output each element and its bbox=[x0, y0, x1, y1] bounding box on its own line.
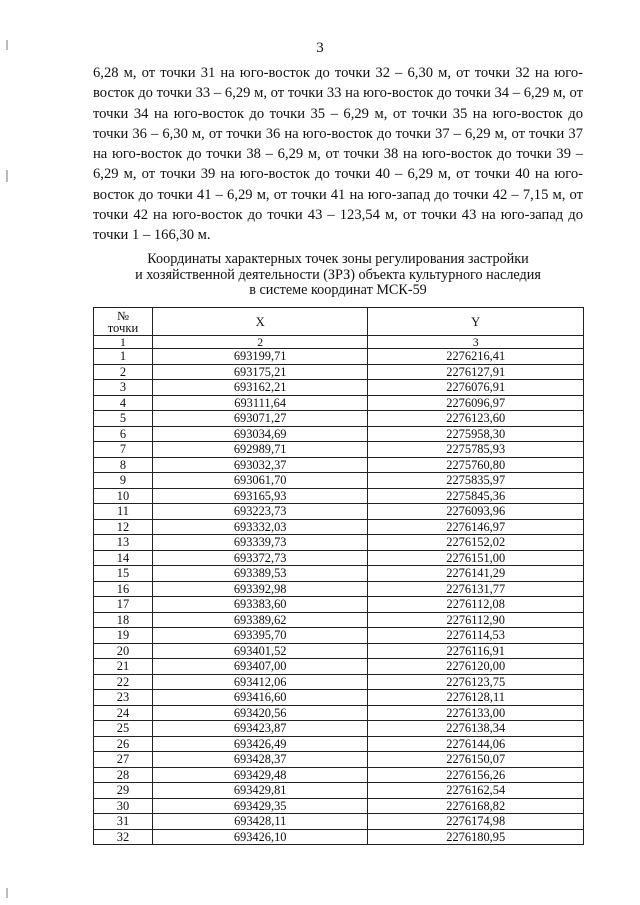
x-cell: 693061,70 bbox=[152, 473, 368, 489]
y-cell: 2276146,97 bbox=[368, 519, 584, 535]
y-cell: 2275835,97 bbox=[368, 473, 584, 489]
x-cell: 693395,70 bbox=[152, 628, 368, 644]
point-number-cell: 32 bbox=[94, 829, 153, 845]
table-row bbox=[94, 395, 584, 411]
point-number-cell: 27 bbox=[94, 752, 153, 768]
coordinates-table bbox=[93, 307, 584, 845]
table-row bbox=[94, 659, 584, 675]
y-cell: 2276151,00 bbox=[368, 550, 584, 566]
header-point-label: точки bbox=[107, 320, 139, 335]
table-row bbox=[94, 829, 584, 845]
table-row bbox=[94, 349, 584, 365]
point-number-cell: 31 bbox=[94, 814, 153, 830]
x-cell: 693420,56 bbox=[152, 705, 368, 721]
table-row bbox=[94, 752, 584, 768]
y-cell: 2276123,60 bbox=[368, 411, 584, 427]
table-row bbox=[94, 721, 584, 737]
y-cell: 2276112,08 bbox=[368, 597, 584, 613]
x-cell: 693372,73 bbox=[152, 550, 368, 566]
table-row bbox=[94, 705, 584, 721]
table-row bbox=[94, 550, 584, 566]
scan-margin-mark bbox=[6, 170, 8, 182]
table-row bbox=[94, 426, 584, 442]
table-title-line: Координаты характерных точек зоны регулирования застройки bbox=[147, 251, 529, 267]
point-number-cell: 17 bbox=[94, 597, 153, 613]
y-cell: 2276144,06 bbox=[368, 736, 584, 752]
x-cell: 693428,37 bbox=[152, 752, 368, 768]
point-number-cell: 6 bbox=[94, 426, 153, 442]
x-cell: 693175,21 bbox=[152, 364, 368, 380]
table-row bbox=[94, 612, 584, 628]
x-cell: 693389,62 bbox=[152, 612, 368, 628]
column-number: 2 bbox=[152, 336, 368, 349]
x-cell: 693032,37 bbox=[152, 457, 368, 473]
point-number-cell: 23 bbox=[94, 690, 153, 706]
table-title-line: и хозяйственной деятельности (ЗРЗ) объекта культурного наследия bbox=[135, 266, 541, 283]
y-cell: 2276216,41 bbox=[368, 349, 584, 365]
y-cell: 2276116,91 bbox=[368, 643, 584, 659]
y-cell: 2276174,98 bbox=[368, 814, 584, 830]
point-number-cell: 18 bbox=[94, 612, 153, 628]
point-number-cell: 22 bbox=[94, 674, 153, 690]
point-number-cell: 30 bbox=[94, 798, 153, 814]
y-cell: 2276128,11 bbox=[368, 690, 584, 706]
x-cell: 693389,53 bbox=[152, 566, 368, 582]
point-number-cell: 4 bbox=[94, 395, 153, 411]
table-row bbox=[94, 783, 584, 799]
x-cell: 693071,27 bbox=[152, 411, 368, 427]
y-cell: 2276127,91 bbox=[368, 364, 584, 380]
table-row bbox=[94, 597, 584, 613]
point-number-cell: 26 bbox=[94, 736, 153, 752]
y-cell: 2276112,90 bbox=[368, 612, 584, 628]
point-number-cell: 15 bbox=[94, 566, 153, 582]
point-number-cell: 29 bbox=[94, 783, 153, 799]
y-cell: 2276168,82 bbox=[368, 798, 584, 814]
point-number-cell: 24 bbox=[94, 705, 153, 721]
y-cell: 2275760,80 bbox=[368, 457, 584, 473]
header-point-number bbox=[94, 308, 153, 336]
x-cell: 693332,03 bbox=[152, 519, 368, 535]
x-cell: 693416,60 bbox=[152, 690, 368, 706]
y-cell: 2276180,95 bbox=[368, 829, 584, 845]
point-number-cell: 25 bbox=[94, 721, 153, 737]
x-cell: 693223,73 bbox=[152, 504, 368, 520]
point-number-cell: 28 bbox=[94, 767, 153, 783]
table-row bbox=[94, 643, 584, 659]
x-cell: 693111,64 bbox=[152, 395, 368, 411]
x-cell: 693423,87 bbox=[152, 721, 368, 737]
y-cell: 2276114,53 bbox=[368, 628, 584, 644]
point-number-cell: 21 bbox=[94, 659, 153, 675]
table-row bbox=[94, 566, 584, 582]
x-cell: 693407,00 bbox=[152, 659, 368, 675]
x-cell: 692989,71 bbox=[152, 442, 368, 458]
x-cell: 693426,49 bbox=[152, 736, 368, 752]
scan-margin-mark bbox=[6, 888, 8, 898]
table-row bbox=[94, 814, 584, 830]
x-cell: 693162,21 bbox=[152, 380, 368, 396]
y-cell: 2276076,91 bbox=[368, 380, 584, 396]
x-cell: 693426,10 bbox=[152, 829, 368, 845]
table-body bbox=[94, 349, 584, 845]
y-cell: 2276152,02 bbox=[368, 535, 584, 551]
point-number-cell: 7 bbox=[94, 442, 153, 458]
table-row bbox=[94, 519, 584, 535]
table-row bbox=[94, 442, 584, 458]
page-number: 3 bbox=[316, 40, 324, 56]
y-cell: 2275958,30 bbox=[368, 426, 584, 442]
table-row bbox=[94, 457, 584, 473]
table-row bbox=[94, 674, 584, 690]
table-row bbox=[94, 690, 584, 706]
y-cell: 2276141,29 bbox=[368, 566, 584, 582]
column-number: 3 bbox=[368, 336, 584, 349]
x-cell: 693429,35 bbox=[152, 798, 368, 814]
x-cell: 693412,06 bbox=[152, 674, 368, 690]
header-x: X bbox=[152, 308, 368, 336]
table-title-line: в системе координат МСК-59 bbox=[249, 282, 427, 298]
table-row bbox=[94, 798, 584, 814]
point-number-cell: 16 bbox=[94, 581, 153, 597]
x-cell: 693199,71 bbox=[152, 349, 368, 365]
table-header-row bbox=[94, 308, 584, 336]
table-row bbox=[94, 628, 584, 644]
y-cell: 2276131,77 bbox=[368, 581, 584, 597]
x-cell: 693401,52 bbox=[152, 643, 368, 659]
column-number-row bbox=[94, 336, 584, 349]
point-number-cell: 10 bbox=[94, 488, 153, 504]
y-cell: 2276156,26 bbox=[368, 767, 584, 783]
body-paragraph: 6,28 м, от точки 31 на юго-восток до точки 32 – 6,30 м, от точки 32 на юго-восток до точки 33 – 6,29 м, от точки 33 на юго-восток до точки 34 – 6,29 м, от точки 34 на юго-восток до точки 35 – 6,29 м, от точки 35 на юго-восток до точки 36 – 6,30 м, от точки 36 на юго-восток до точки 37 – 6,29 м, от точки 37 на юго-восток до точки 38 – 6,29 м, от точки 38 на юго-восток до точки 39 – 6,29 м, от точки 39 на юго-восток до точки 40 – 6,29 м, от точки 40 на юго-восток до точки 41 – 6,29 м, от точки 41 на юго-запад до точки 42 – 7,15 м, от точки 42 на юго-восток до точки 43 – 123,54 м, от точки 43 на юго-запад до точки 1 – 166,30 м. bbox=[93, 65, 583, 244]
point-number-cell: 8 bbox=[94, 457, 153, 473]
table-title bbox=[93, 252, 583, 299]
x-cell: 693339,73 bbox=[152, 535, 368, 551]
y-cell: 2276120,00 bbox=[368, 659, 584, 675]
table-row bbox=[94, 504, 584, 520]
table-row bbox=[94, 473, 584, 489]
y-cell: 2276133,00 bbox=[368, 705, 584, 721]
point-number-cell: 12 bbox=[94, 519, 153, 535]
point-number-cell: 3 bbox=[94, 380, 153, 396]
y-cell: 2276093,96 bbox=[368, 504, 584, 520]
point-number-cell: 20 bbox=[94, 643, 153, 659]
point-number-cell: 14 bbox=[94, 550, 153, 566]
table-row bbox=[94, 411, 584, 427]
x-cell: 693429,48 bbox=[152, 767, 368, 783]
table-row bbox=[94, 364, 584, 380]
table-row bbox=[94, 736, 584, 752]
y-cell: 2276162,54 bbox=[368, 783, 584, 799]
point-number-cell: 1 bbox=[94, 349, 153, 365]
y-cell: 2276138,34 bbox=[368, 721, 584, 737]
point-number-cell: 9 bbox=[94, 473, 153, 489]
y-cell: 2275845,36 bbox=[368, 488, 584, 504]
point-number-cell: 5 bbox=[94, 411, 153, 427]
column-number: 1 bbox=[94, 336, 153, 349]
x-cell: 693034,69 bbox=[152, 426, 368, 442]
table-row bbox=[94, 767, 584, 783]
y-cell: 2275785,93 bbox=[368, 442, 584, 458]
table-row bbox=[94, 488, 584, 504]
table-row bbox=[94, 535, 584, 551]
table-row bbox=[94, 581, 584, 597]
x-cell: 693429,81 bbox=[152, 783, 368, 799]
point-number-cell: 2 bbox=[94, 364, 153, 380]
y-cell: 2276096,97 bbox=[368, 395, 584, 411]
y-cell: 2276150,07 bbox=[368, 752, 584, 768]
header-number-sign: № bbox=[116, 308, 129, 323]
point-number-cell: 13 bbox=[94, 535, 153, 551]
x-cell: 693428,11 bbox=[152, 814, 368, 830]
point-number-cell: 11 bbox=[94, 504, 153, 520]
table-row bbox=[94, 380, 584, 396]
x-cell: 693392,98 bbox=[152, 581, 368, 597]
header-y: Y bbox=[368, 308, 584, 336]
y-cell: 2276123,75 bbox=[368, 674, 584, 690]
x-cell: 693383,60 bbox=[152, 597, 368, 613]
point-number-cell: 19 bbox=[94, 628, 153, 644]
x-cell: 693165,93 bbox=[152, 488, 368, 504]
